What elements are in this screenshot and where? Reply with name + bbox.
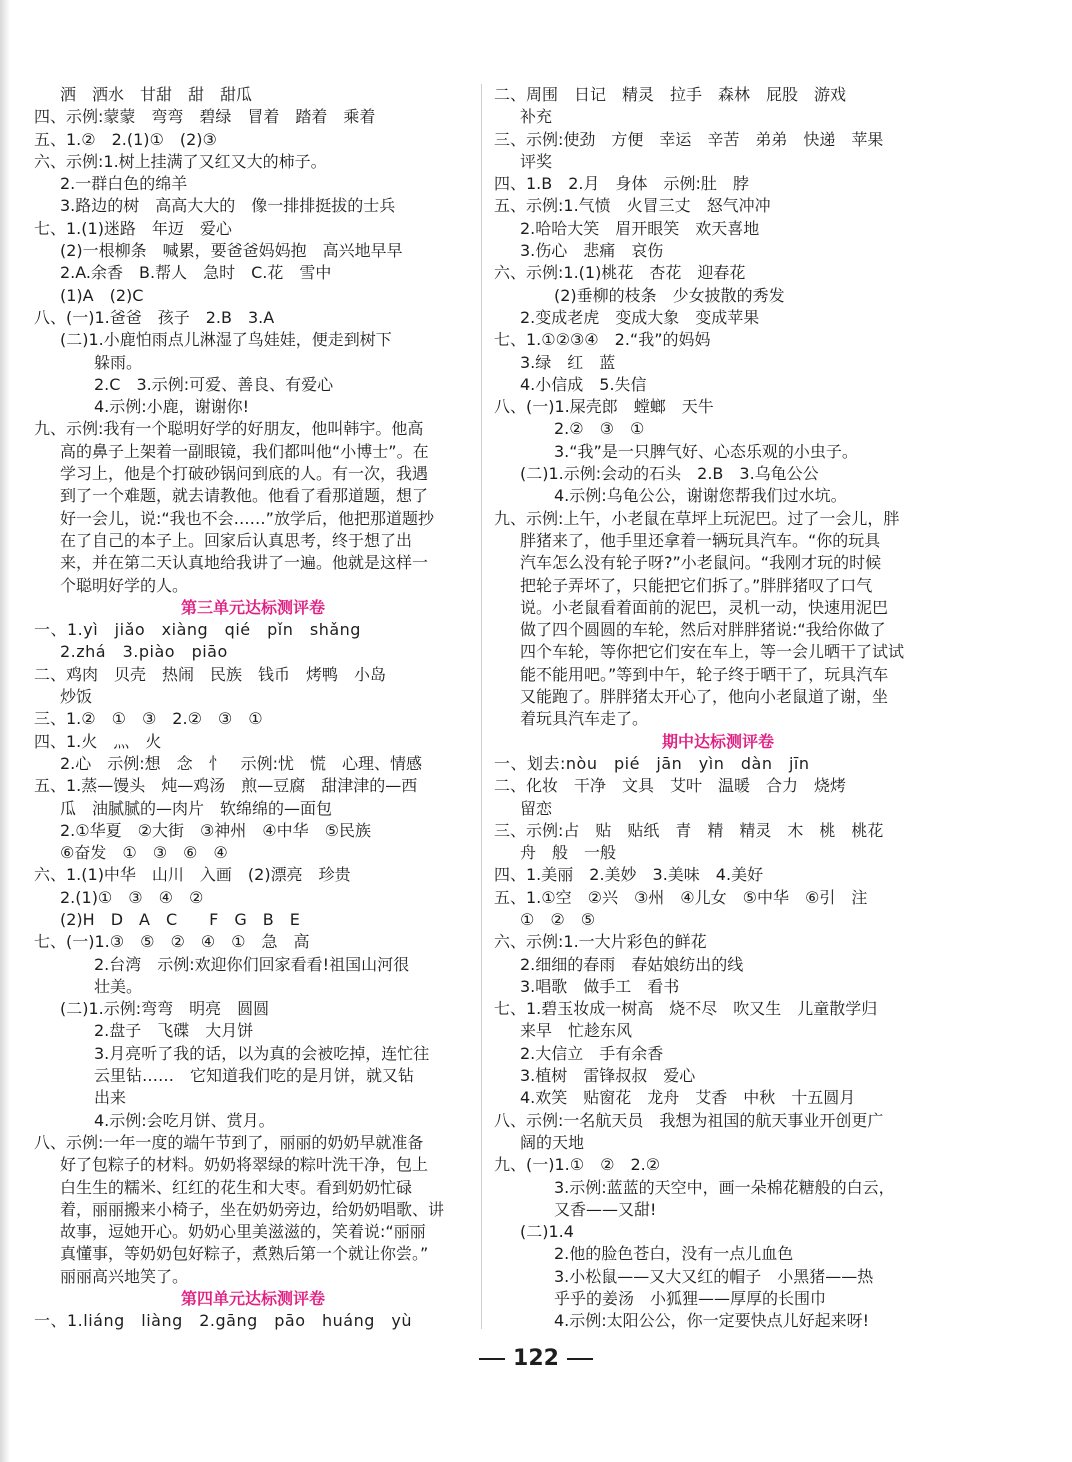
page-number [0,1346,1072,1371]
answer-line: 2.② ③ ① [554,419,645,439]
answer-line: 到了一个难题，就去请教他。他看了看那道题，想了 [60,486,429,506]
answer-line: 4.示例:乌龟公公，谢谢您帮我们过水坑。 [554,486,847,506]
section-heading: 期中达标测评卷 [661,731,774,751]
answer-line: ⑥奋发 ① ③ ⑥ ④ [60,843,228,863]
answer-line: 学习上，他是个打破砂锅问到底的人。有一次，我遇 [60,464,429,484]
answer-line: (1)A (2)C [60,285,144,305]
answer-line: 六、示例:1.树上挂满了又红又大的柿子。 [34,151,327,171]
answer-line: 三、示例:占 贴 贴纸 青 精 精灵 木 桃 桃花 [494,820,884,840]
answer-line: 3.路边的树 高高大大的 像一排排挺拔的士兵 [60,196,396,216]
answer-line: 躲雨。 [94,352,143,372]
answer-line: 来早 忙趁东风 [520,1021,633,1041]
answer-line: 留恋 [520,798,553,818]
answer-line: (2)H D A C F G B E [60,909,300,929]
answer-line: 好一会儿，说:“我也不会……”放学后，他把那道题抄 [60,508,434,528]
answer-line: 个聪明好学的人。 [60,575,189,595]
answer-line: 高的鼻子上架着一副眼镜，我们都叫他“小博士”。在 [60,441,429,461]
answer-line: 2.台湾 示例:欢迎你们回家看看!祖国山河很 [94,954,410,974]
answer-line: 2.zhá 3.piào piāo [60,642,228,662]
answer-line: 丽丽高兴地笑了。 [60,1266,189,1286]
answer-line: 3.绿 红 蓝 [520,352,616,372]
answer-line: 六、示例:1.一大片彩色的鲜花 [494,932,707,952]
answer-line: (2)一根柳条 喊累，要爸爸妈妈抱 高兴地早早 [60,241,403,261]
answer-line: 壮美。 [94,976,143,996]
answer-line: 七、1.碧玉妆成一树高 烧不尽 吹又生 儿童散学归 [494,999,878,1019]
answer-line: 好了包粽子的材料。奶奶将翠绿的粽叶洗干净，包上 [60,1155,429,1175]
answer-line: 瓜 油腻腻的—肉片 软绵绵的—面包 [60,798,333,818]
answer-line: 2.大信立 手有余香 [520,1043,664,1063]
answer-line: (二)1.示例:弯弯 明亮 圆圆 [60,999,270,1019]
left-answer-column [34,84,472,1333]
answer-line: 洒 洒水 甘甜 甜 甜瓜 [60,85,253,104]
answer-line: (二)1.示例:会动的石头 2.B 3.乌龟公公 [520,464,819,484]
answer-line: 真懂事，等奶奶包好粽子，煮熟后第一个就让你尝。” [60,1244,429,1264]
page-number-text: 122 [513,1346,559,1371]
answer-line: 九、示例:上午，小老鼠在草坪上玩泥巴。过了一会儿，胖 [494,508,900,528]
answer-line: 七、1.(1)迷路 年迈 爱心 [34,218,232,238]
answer-line: 2.一群白色的绵羊 [60,174,188,194]
answer-line: 炒饭 [60,687,93,707]
answer-line: 七、1.①②③④ 2.“我”的妈妈 [494,330,711,350]
answer-line: 三、示例:使劲 方便 幸运 辛苦 弟弟 快递 苹果 [494,129,884,149]
answer-line: 五、1.①空 ②兴 ③州 ④儿女 ⑤中华 ⑥引 注 [494,887,868,907]
section-heading: 第四单元达标测评卷 [180,1289,325,1309]
answer-line: 胖猪来了，他手里还拿着一辆玩具汽车。“你的玩具 [520,530,881,550]
answer-line: 故事，逗她开心。奶奶心里美滋滋的，笑着说:“丽丽 [60,1222,426,1242]
answer-line: 九、(一)1.① ② 2.② [494,1155,661,1175]
answer-line: 2.A.余香 B.帮人 急时 C.花 雪中 [60,263,332,283]
page-edge-shadow [0,0,10,1462]
answer-line: 3.示例:蓝蓝的天空中，画一朵棉花糖般的白云， [554,1177,895,1197]
answer-line: 一、划去:nòu pié jān yìn dàn jīn [494,753,810,773]
answer-line: 四、1.B 2.月 身体 示例:肚 脖 [494,174,749,194]
answer-line: 九、示例:我有一个聪明好学的好朋友，他叫韩宇。他高 [34,419,424,439]
answer-line: 七、(一)1.③ ⑤ ② ④ ① 急 高 [34,932,310,952]
answer-line: (2)垂柳的枝条 少女披散的秀发 [554,285,785,305]
answer-line: 在了自己的本子上。回家后认真思考，终于想了出 [60,530,413,550]
column-divider [481,84,482,1329]
answer-line: 4.示例:小鹿，谢谢你! [94,397,250,417]
answer-line: 补充 [520,107,553,127]
answer-line: 三、1.② ① ③ 2.② ③ ① [34,709,263,729]
answer-line: 八、示例:一年一度的端午节到了，丽丽的奶奶早就准备 [34,1132,424,1152]
answer-line: 云里钻…… 它知道我们吃的是月饼，就又钻 [94,1066,415,1086]
answer-line: 2.哈哈大笑 眉开眼笑 欢天喜地 [520,218,760,238]
answer-line: 2.变成老虎 变成大象 变成苹果 [520,307,760,327]
answer-line: 五、示例:1.气愤 火冒三丈 怒气冲冲 [494,196,771,216]
answer-line: 2.他的脸色苍白，没有一点儿血色 [554,1244,794,1264]
answer-line: 舟 般 一般 [520,843,617,863]
answer-line: 六、1.(1)中华 山川 入画 (2)漂亮 珍贵 [34,865,351,885]
answer-line: 二、化妆 干净 文具 艾叶 温暖 合力 烧烤 [494,776,847,796]
section-heading: 第三单元达标测评卷 [180,597,325,617]
answer-line: 3.小松鼠——又大又红的帽子 小黑猪——热 [554,1266,874,1286]
answer-line: (二)1.4 [520,1222,574,1242]
answer-line: 白生生的糯米、红红的花生和大枣。看到奶奶忙碌 [60,1177,413,1197]
right-answer-column [494,84,942,1333]
answer-line: 2.细细的春雨 春姑娘纺出的线 [520,954,744,974]
answer-line: 四、示例:蒙蒙 弯弯 碧绿 冒着 踏着 乘着 [34,107,376,127]
answer-line: 又能跑了。胖胖猪太开心了，他向小老鼠道了谢，坐 [520,687,889,707]
answer-line: 四、1.火 灬 火 [34,731,162,751]
answer-line: 4.小信成 5.失信 [520,374,647,394]
answer-line: ① ② ⑤ [520,909,596,929]
answer-line: 做了四个圆圆的车轮，然后对胖胖猪说:“我给你做了 [520,620,886,640]
answer-line: 又香——又甜! [554,1199,657,1219]
answer-line: (二)1.小鹿怕雨点儿淋湿了鸟娃娃，便走到树下 [60,330,392,350]
answer-line: 3.月亮听了我的话，以为真的会被吃掉，连忙往 [94,1043,430,1063]
answer-line: 能不能用吧。”等到中午，轮子终于晒干了，玩具汽车 [520,664,889,684]
page-number-rule-left [479,1358,505,1360]
page-number-rule-right [567,1358,593,1360]
answer-line: 四、1.美丽 2.美妙 3.美味 4.美好 [494,865,764,885]
answer-line: 评奖 [520,151,553,171]
answer-line: 3.唱歌 做手工 看书 [520,976,680,996]
answer-line: 2.盘子 飞碟 大月饼 [94,1021,254,1041]
answer-line: 八、示例:一名航天员 我想为祖国的航天事业开创更广 [494,1110,884,1130]
answer-line: 3.“我”是一只脾气好、心态乐观的小虫子。 [554,441,858,461]
answer-line: 3.伤心 悲痛 哀伤 [520,241,664,261]
answer-line: 4.示例:太阳公公，你一定要快点儿好起来呀! [554,1311,870,1331]
answer-line: 4.示例:会吃月饼、赏月。 [94,1110,275,1130]
answer-line: 来，并在第二天认真地给我讲了一遍。他就是这样一 [60,553,429,573]
answer-line: 3.植树 雷锋叔叔 爱心 [520,1066,696,1086]
answer-line: 六、示例:1.(1)桃花 杏花 迎春花 [494,263,746,283]
answer-line: 八、(一)1.爸爸 孩子 2.B 3.A [34,307,275,327]
answer-line: 八、(一)1.屎壳郎 螳螂 天牛 [494,397,714,417]
answer-line: 乎乎的姜汤 小狐狸——厚厚的长围巾 [554,1289,827,1309]
answer-line: 出来 [94,1088,127,1108]
answer-line: 一、1.yì jiǎo xiàng qié pǐn shǎng [34,620,361,640]
answer-line: 二、周围 日记 精灵 拉手 森林 屁股 游戏 [494,85,847,104]
answer-line: 2.C 3.示例:可爱、善良、有爱心 [94,374,334,394]
answer-line: 把轮子弄坏了，只能把它们拆了。”胖胖猪叹了口气 [520,575,873,595]
answer-line: 五、1.② 2.(1)① (2)③ [34,129,217,149]
answer-line: 汽车怎么没有轮子呀?”小老鼠问。“我刚才玩的时候 [520,553,882,573]
answer-line: 2.(1)① ③ ④ ② [60,887,204,907]
answer-line: 一、1.liáng liàng 2.gāng pāo huáng yù [34,1311,413,1331]
answer-line: 四个车轮，等你把它们安在车上，等一会儿晒干了试试 [520,642,905,662]
answer-line: 五、1.蒸—馒头 炖—鸡汤 煎—豆腐 甜津津的—西 [34,776,418,796]
answer-line: 着玩具汽车走了。 [520,709,649,729]
answer-line: 着，丽丽搬来小椅子，坐在奶奶旁边，给奶奶唱歌、讲 [60,1199,445,1219]
answer-line: 4.欢笑 贴窗花 龙舟 艾香 中秋 十五圆月 [520,1088,856,1108]
answer-line: 2.①华夏 ②大街 ③神州 ④中华 ⑤民族 [60,820,371,840]
answer-line: 2.心 示例:想 念 忄 示例:忧 慌 心理、情感 [60,753,423,773]
answer-line: 阔的天地 [520,1132,585,1152]
answer-line: 说。小老鼠看着面前的泥巴，灵机一动，快速用泥巴 [520,597,889,617]
answer-line: 二、鸡肉 贝壳 热闹 民族 钱币 烤鸭 小岛 [34,664,387,684]
